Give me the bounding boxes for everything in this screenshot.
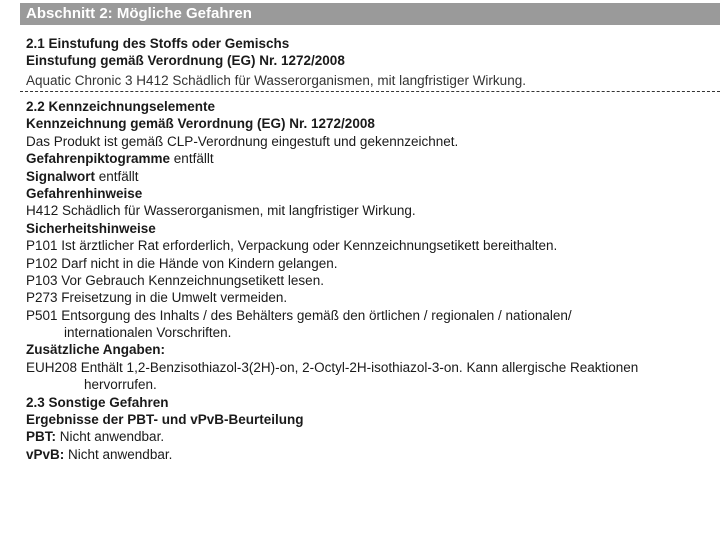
- euh208-statement: EUH208 Enthält 1,2-Benzisothiazol-3(2H)-on, 2-Octyl-2H-isothiazol-3-on. Kann allergische Reaktionen: [26, 359, 639, 375]
- precaution-p501: P501 Entsorgung des Inhalts / des Behälters gemäß den örtlichen / regionalen / nationalen/: [26, 307, 572, 323]
- classification-text: Aquatic Chronic 3 H412 Schädlich für Wasserorganismen, mit langfristiger Wirkung.: [26, 72, 526, 88]
- labelling-subheading: Kennzeichnung gemäß Verordnung (EG) Nr. 1272/2008: [26, 116, 375, 132]
- hazard-statement-h412: H412 Schädlich für Wasserorganismen, mit langfristiger Wirkung.: [26, 203, 416, 219]
- precaution-p273: P273 Freisetzung in die Umwelt vermeiden.: [26, 290, 288, 306]
- precaution-p101: P101 Ist ärztlicher Rat erforderlich, Verpackung oder Kennzeichnungsetikett bereithalten.: [26, 238, 558, 254]
- signal-word-value: entfällt: [95, 168, 139, 184]
- classification-subheading: Einstufung gemäß Verordnung (EG) Nr. 1272/2008: [26, 53, 345, 69]
- heading-2-3: 2.3 Sonstige Gefahren: [26, 394, 169, 410]
- pictogram-row: [26, 150, 716, 167]
- pbt-vpvb-subheading: Ergebnisse der PBT- und vPvB-Beurteilung: [26, 412, 304, 428]
- hazard-statements-heading: Gefahrenhinweise: [26, 185, 143, 201]
- euh208-statement-continued: hervorrufen.: [84, 377, 157, 393]
- vpvb-value: Nicht anwendbar.: [64, 446, 173, 462]
- precaution-p102: P102 Darf nicht in die Hände von Kindern gelangen.: [26, 255, 338, 271]
- dashed-divider: [20, 91, 720, 92]
- signal-word-label: Signalwort: [26, 168, 96, 184]
- pictogram-label: Gefahrenpiktogramme: [26, 151, 171, 167]
- pbt-label: PBT:: [26, 429, 56, 445]
- pbt-row: [26, 428, 716, 445]
- heading-2-2: 2.2 Kennzeichnungselemente: [26, 99, 216, 114]
- precaution-p501-continued: internationalen Vorschriften.: [64, 325, 232, 341]
- section-2-2: [26, 98, 716, 463]
- pbt-value: Nicht anwendbar.: [56, 429, 165, 445]
- vpvb-label: vPvB:: [26, 446, 65, 462]
- signal-word-row: [26, 168, 716, 185]
- labelling-intro: Das Produkt ist gemäß CLP-Verordnung eingestuft und gekennzeichnet.: [26, 133, 459, 149]
- vpvb-row: [26, 446, 716, 463]
- precaution-p103: P103 Vor Gebrauch Kennzeichnungsetikett lesen.: [26, 272, 324, 288]
- section-2-1: [26, 35, 716, 89]
- heading-2-1: 2.1 Einstufung des Stoffs oder Gemischs: [26, 36, 290, 51]
- section-header: [20, 3, 720, 25]
- additional-info-heading: Zusätzliche Angaben:: [26, 342, 166, 358]
- precautionary-heading: Sicherheitshinweise: [26, 220, 156, 236]
- section-title: Abschnitt 2: Mögliche Gefahren: [26, 5, 252, 22]
- pictogram-value: entfällt: [170, 151, 214, 167]
